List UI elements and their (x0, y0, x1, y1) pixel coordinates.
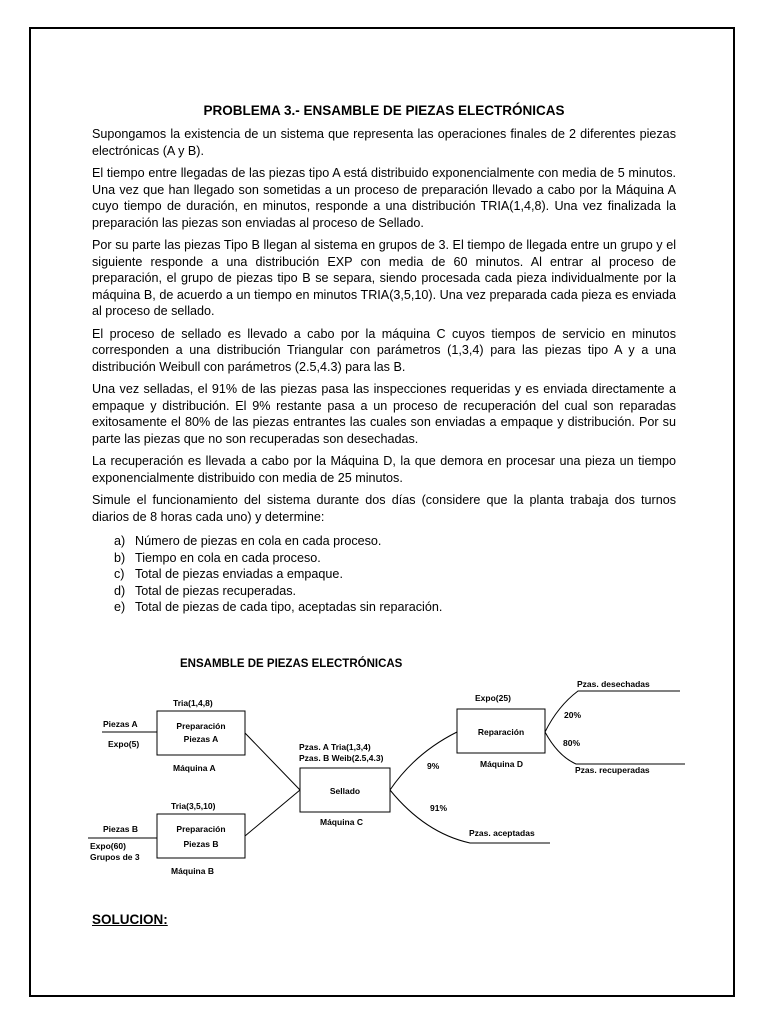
connector-b-sellado (245, 790, 300, 836)
list-item-text: Total de piezas de cada tipo, aceptadas sin reparación. (135, 600, 443, 614)
paragraph-3: Por su parte las piezas Tipo B llegan al sistema en grupos de 3. El tiempo de llegada entre un grupo y el siguiente responde a una distribución EXP con media de 60 minutos. Al entrar al proceso de preparación, el grupo de piezas tipo B se separa, siendo procesada cada pieza individualmente por la máquina B, de acuerdo a un tiempo en minutos TRIA(3,5,10). Una vez preparada cada pieza es enviada al proceso de sellado. (92, 238, 676, 318)
sellado-params-1: Pzas. A Tria(1,3,4) (299, 742, 371, 752)
paragraph-6: La recuperación es llevada a cabo por la Máquina D, la que demora en procesar una pieza un tiempo exponencialmente distribuido con media de 25 minutos. (92, 454, 676, 485)
expo-b-label: Expo(60) (90, 841, 126, 851)
list-item-text: Total de piezas recuperadas. (135, 583, 297, 598)
document-body (92, 102, 676, 616)
preparacion-a-line1: Preparación (176, 721, 226, 731)
solucion-heading: SOLUCION: (92, 912, 168, 927)
preparacion-a-box (157, 711, 245, 755)
paragraph-7: Simule el funcionamiento del sistema durante dos días (considere que la planta trabaja dos turnos diarios de 8 horas cada uno) y determine: (92, 493, 676, 524)
list-item-label: b) (114, 550, 126, 565)
tria-a-label: Tria(1,4,8) (173, 698, 213, 708)
expo-a-label: Expo(5) (108, 739, 140, 749)
sellado-label: Sellado (329, 786, 361, 796)
input-a-label: Piezas A (103, 719, 138, 729)
grupos-b-label: Grupos de 3 (90, 852, 140, 862)
connector-a-sellado (245, 733, 300, 790)
pct-91-label: 91% (430, 803, 448, 813)
paragraph-5: Una vez selladas, el 91% de las piezas pasa las inspecciones requeridas y es enviada directamente a empaque y distribución. El 9% restante pasa a un proceso de recuperación del cual son reparadas exitosamente el 80% de las piezas entrantes las cuales son enviadas a empaque y distribución. Por su parte las piezas que no son recuperadas son desechadas. (92, 382, 676, 446)
list-item-label: c) (114, 567, 125, 581)
expo-d-label: Expo(25) (475, 693, 511, 703)
desechadas-label: Pzas. desechadas (577, 679, 650, 689)
list-item (92, 533, 676, 550)
list-item-label: e) (114, 600, 126, 614)
preparacion-a-line2: Piezas A (183, 734, 219, 744)
preparacion-b-line2: Piezas B (183, 839, 219, 849)
list-item (92, 599, 676, 616)
recuperadas-label: Pzas. recuperadas (575, 765, 650, 775)
connector-sellado-reparacion (390, 732, 457, 790)
preparacion-b-box (157, 814, 245, 858)
list-item-text: Total de piezas enviadas a empaque. (135, 567, 343, 581)
list-item (92, 566, 676, 583)
reparacion-label: Reparación (477, 727, 525, 737)
machine-d-label: Máquina D (480, 759, 523, 769)
machine-c-label: Máquina C (320, 817, 363, 827)
list-item-label: d) (114, 583, 126, 598)
list-item-text: Número de piezas en cola en cada proceso. (135, 534, 382, 548)
pct-20-label: 20% (564, 710, 582, 720)
machine-b-label: Máquina B (171, 866, 214, 876)
tria-b-label: Tria(3,5,10) (171, 801, 216, 811)
input-b-label: Piezas B (103, 824, 138, 834)
question-list (92, 533, 676, 616)
pct-80-label: 80% (563, 738, 581, 748)
connector-reparacion-recuperadas (545, 732, 685, 764)
paragraph-2: El tiempo entre llegadas de las piezas tipo A está distribuido exponencialmente con media de 5 minutos. Una vez que han llegado son sometidas a un proceso de preparación llevado a cabo por la Máquina A cuyo tiempo de duración, en minutos, responde a una distribución TRIA(1,4,8). Una vez finalizada la preparación las piezas son enviadas al proceso de Sellado. (92, 166, 676, 230)
process-diagram (60, 648, 700, 888)
preparacion-b-line1: Preparación (176, 824, 226, 834)
problem-title: PROBLEMA 3.- ENSAMBLE DE PIEZAS ELECTRÓNICAS (203, 103, 565, 118)
list-item (92, 583, 676, 600)
machine-a-label: Máquina A (173, 763, 216, 773)
aceptadas-label: Pzas. aceptadas (469, 828, 535, 838)
list-item-text: Tiempo en cola en cada proceso. (135, 550, 321, 565)
pct-9-label: 9% (427, 761, 440, 771)
list-item (92, 550, 676, 567)
paragraph-1: Supongamos la existencia de un sistema que representa las operaciones finales de 2 diferentes piezas electrónicas (A y B). (92, 127, 676, 158)
list-item-label: a) (114, 534, 126, 548)
sellado-params-2: Pzas. B Weib(2.5,4.3) (299, 753, 384, 763)
paragraph-4: El proceso de sellado es llevado a cabo por la máquina C cuyos tiempos de servicio en minutos corresponden a una distribución Triangular con parámetros (1,3,4) para las piezas tipo A y a una distribución Weibull con parámetros (2.5,4.3) para las B. (92, 326, 676, 374)
diagram-title: ENSAMBLE DE PIEZAS ELECTRÓNICAS (180, 658, 403, 670)
